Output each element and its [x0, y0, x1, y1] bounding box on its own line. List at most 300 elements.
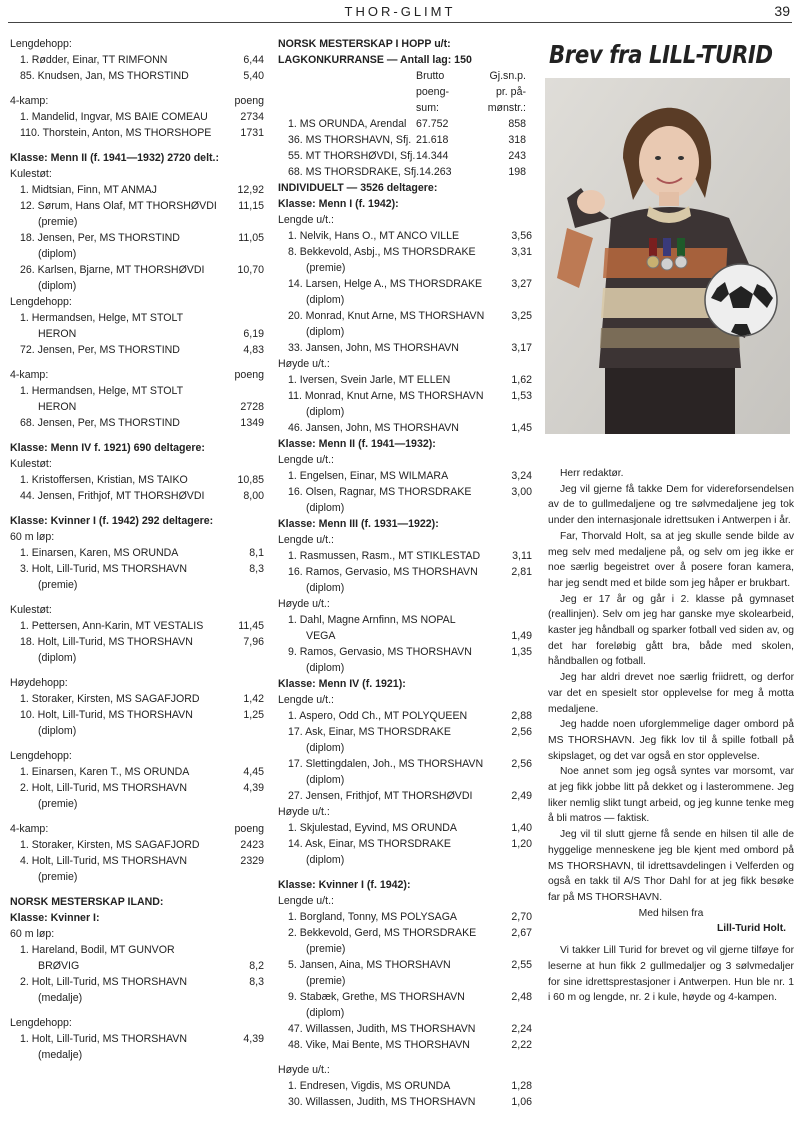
- result-text: 1. Rasmussen, Rasm., MT STIKLESTAD: [288, 550, 481, 562]
- result-value: 3,00: [508, 484, 532, 500]
- result-text: 110. Thorstein, Anton, MS THORSHOPE: [20, 127, 212, 139]
- result-line: [10, 278, 264, 294]
- result-text: 9. Ramos, Gervasio, MS THORSHAVN: [288, 646, 472, 658]
- result-line: [278, 500, 532, 516]
- result-text: 9. Stabæk, Grethe, MS THORSHAVN: [288, 991, 465, 1003]
- event-label: [10, 367, 264, 383]
- result-text: 5. Jansen, Aina, MS THORSHAVN: [288, 959, 451, 971]
- result-value: 1,42: [240, 691, 264, 707]
- result-text: 14. Larsen, Helge A., MS THORSDRAKE: [288, 278, 483, 290]
- col-header: Gj.sn.p.: [489, 70, 526, 82]
- result-text: (diplom): [306, 502, 345, 514]
- section-heading: [278, 180, 532, 196]
- result-text: Lengde u/t.:: [278, 895, 334, 907]
- section-heading: [10, 513, 264, 529]
- result-text: 1. Dahl, Magne Arnfinn, MS NOPAL: [288, 614, 456, 626]
- event-label: [10, 926, 264, 942]
- result-text: (diplom): [306, 294, 345, 306]
- result-text: 1. Hermandsen, Helge, MT STOLT: [20, 385, 184, 397]
- result-line: [278, 957, 532, 973]
- result-text: 14. Ask, Einar, MS THORSDRAKE: [288, 838, 451, 850]
- spacer: [10, 812, 264, 821]
- spacer: [10, 141, 264, 150]
- event-label: [278, 452, 532, 468]
- result-value: 2,48: [508, 989, 532, 1005]
- result-line: [10, 125, 264, 141]
- gross-points: 21.618: [416, 134, 449, 146]
- result-line: [10, 310, 264, 326]
- result-text: 4-kamp:: [10, 823, 49, 835]
- spacer: [10, 504, 264, 513]
- result-text: Klasse: Menn I (f. 1942):: [278, 198, 399, 210]
- result-text: VEGA: [306, 630, 336, 642]
- result-text: 2. Holt, Lill-Turid, MS THORSHAVN: [20, 782, 187, 794]
- result-text: 4-kamp:: [10, 95, 49, 107]
- col-header: mønstr.:: [487, 102, 526, 114]
- result-value: 3,25: [508, 308, 532, 324]
- result-line: [278, 989, 532, 1005]
- col-header: Brutto: [416, 70, 445, 82]
- result-value: 8,1: [246, 545, 264, 561]
- result-line: [278, 1005, 532, 1021]
- result-text: 1. Hermandsen, Helge, MT STOLT: [20, 312, 184, 324]
- result-line: [278, 468, 532, 484]
- event-label: [278, 532, 532, 548]
- result-text: Lengde u/t.:: [278, 454, 334, 466]
- result-text: 33. Jansen, John, MS THORSHAVN: [288, 342, 459, 354]
- result-text: 1. Borgland, Tonny, MS POLYSAGA: [288, 911, 457, 923]
- result-line: [278, 404, 532, 420]
- result-line: [278, 788, 532, 804]
- result-value: 2728: [237, 399, 264, 415]
- medals: [647, 238, 687, 270]
- result-line: [278, 1094, 532, 1110]
- result-value: 11,15: [235, 198, 264, 214]
- event-label: [278, 356, 532, 372]
- result-value: 2,55: [508, 957, 532, 973]
- event-label: [10, 675, 264, 691]
- result-text: 2. Bekkevold, Gerd, MS THORSDRAKE: [288, 927, 477, 939]
- result-text: Lengde u/t.:: [278, 694, 334, 706]
- result-line: [10, 974, 264, 990]
- result-line: [278, 324, 532, 340]
- result-text: (diplom): [306, 854, 345, 866]
- result-line: [278, 941, 532, 957]
- results-column-left: [10, 36, 264, 1063]
- event-label: [10, 529, 264, 545]
- result-text: (premie): [38, 216, 78, 228]
- result-line: [278, 244, 532, 260]
- spacer: [10, 666, 264, 675]
- result-text: 12. Sørum, Hans Olaf, MT THORSHØVDI: [20, 200, 217, 212]
- result-text: 72. Jensen, Per, MS THORSTIND: [20, 344, 180, 356]
- result-line: [278, 228, 532, 244]
- result-text: Høyde u/t.:: [278, 358, 330, 370]
- result-line: [278, 292, 532, 308]
- event-label: [278, 212, 532, 228]
- result-text: Klasse: Menn II (f. 1941—1932):: [278, 438, 436, 450]
- result-value: 1,06: [508, 1094, 532, 1110]
- result-value: 11,05: [235, 230, 264, 246]
- result-line: [278, 740, 532, 756]
- result-line: [10, 214, 264, 230]
- event-label: [278, 596, 532, 612]
- result-text: 1. Aspero, Odd Ch., MT POLYQUEEN: [288, 710, 468, 722]
- result-line: [10, 68, 264, 84]
- result-value: 1349: [237, 415, 264, 431]
- result-text: (premie): [38, 871, 78, 883]
- result-value: 6,19: [240, 326, 264, 342]
- result-text: 20. Monrad, Knut Arne, MS THORSHAVN: [288, 310, 485, 322]
- result-text: (medalje): [38, 1049, 83, 1061]
- result-value: poeng: [232, 367, 264, 383]
- spacer: [10, 593, 264, 602]
- result-text: (diplom): [306, 582, 345, 594]
- result-value: 3,27: [508, 276, 532, 292]
- result-text: Klasse: Menn II (f. 1941—1932) 2720 delt.:: [10, 152, 220, 164]
- team-column-headers: [278, 100, 532, 116]
- result-value: 12,92: [234, 182, 264, 198]
- result-line: [278, 484, 532, 500]
- result-text: 8. Bekkevold, Asbj., MS THORSDRAKE: [288, 246, 476, 258]
- result-value: 1,25: [240, 707, 264, 723]
- result-text: (medalje): [38, 992, 83, 1004]
- result-value: 3,56: [508, 228, 532, 244]
- section-heading: [278, 436, 532, 452]
- result-text: 1. Einarsen, Karen, MS ORUNDA: [20, 547, 179, 559]
- result-line: [10, 246, 264, 262]
- result-line: [10, 230, 264, 246]
- result-value: 2423: [237, 837, 264, 853]
- gross-points: 14.344: [416, 150, 449, 162]
- result-line: [278, 580, 532, 596]
- result-text: 17. Ask, Einar, MS THORSDRAKE: [288, 726, 451, 738]
- result-value: 6,44: [240, 52, 264, 68]
- result-text: (diplom): [306, 662, 345, 674]
- result-text: (diplom): [38, 248, 77, 260]
- result-text: 4. Holt, Lill-Turid, MS THORSHAVN: [20, 855, 187, 867]
- result-text: (diplom): [38, 652, 77, 664]
- result-line: [278, 308, 532, 324]
- result-value: 8,00: [240, 488, 264, 504]
- result-value: poeng: [232, 93, 264, 109]
- col-header: poeng-: [416, 86, 449, 98]
- result-value: 2,49: [508, 788, 532, 804]
- result-text: Kulestøt:: [10, 458, 52, 470]
- result-value: 10,85: [234, 472, 264, 488]
- result-value: 4,39: [240, 1031, 264, 1047]
- result-line: [10, 837, 264, 853]
- section-heading: [278, 877, 532, 893]
- team-row: [278, 116, 532, 132]
- team-row: [278, 148, 532, 164]
- result-text: 1. Mandelid, Ingvar, MS BAIE COMEAU: [20, 111, 208, 123]
- team-row: [278, 164, 532, 180]
- result-line: [10, 109, 264, 125]
- letter-greeting: Herr redaktør.: [560, 468, 624, 479]
- result-line: [10, 262, 264, 278]
- result-text: (diplom): [306, 774, 345, 786]
- event-label: [10, 821, 264, 837]
- result-line: [10, 853, 264, 869]
- spacer: [10, 739, 264, 748]
- result-text: 11. Monrad, Knut Arne, MS THORSHAVN: [288, 390, 484, 402]
- result-line: [10, 650, 264, 666]
- result-text: 1. Einarsen, Karen T., MS ORUNDA: [20, 766, 190, 778]
- page-number: 39: [774, 3, 790, 19]
- result-text: Klasse: Kvinner I:: [10, 912, 100, 924]
- result-text: Klasse: Kvinner I (f. 1942):: [278, 879, 411, 891]
- result-text: 60 m løp:: [10, 928, 55, 940]
- result-line: [10, 472, 264, 488]
- result-value: 2734: [237, 109, 264, 125]
- result-text: HERON: [38, 401, 77, 413]
- result-value: 3,24: [508, 468, 532, 484]
- section-heading: [10, 150, 264, 166]
- result-line: [278, 612, 532, 628]
- result-text: 1. Midtsian, Finn, MT ANMAJ: [20, 184, 157, 196]
- result-text: 4-kamp:: [10, 369, 49, 381]
- result-value: 2,56: [508, 756, 532, 772]
- result-text: NORSK MESTERSKAP ILAND:: [10, 896, 164, 908]
- result-line: [10, 561, 264, 577]
- header-rule: [8, 22, 792, 23]
- result-line: [278, 708, 532, 724]
- result-text: 1. Storaker, Kirsten, MS SAGAFJORD: [20, 693, 200, 705]
- result-value: 1,35: [508, 644, 532, 660]
- result-line: [278, 276, 532, 292]
- result-value: 2,22: [508, 1037, 532, 1053]
- result-value: 8,3: [246, 974, 264, 990]
- result-text: 1. Holt, Lill-Turid, MS THORSHAVN: [20, 1033, 187, 1045]
- result-line: [278, 372, 532, 388]
- team-name: 68. MS THORSDRAKE, Sfj.: [288, 166, 420, 178]
- result-text: 2. Holt, Lill-Turid, MS THORSHAVN: [20, 976, 187, 988]
- result-text: 26. Karlsen, Bjarne, MT THORSHØVDI: [20, 264, 205, 276]
- result-line: [278, 772, 532, 788]
- result-text: (diplom): [306, 406, 345, 418]
- result-text: 10. Holt, Lill-Turid, MS THORSHAVN: [20, 709, 193, 721]
- result-value: 2,88: [508, 708, 532, 724]
- result-line: [278, 628, 532, 644]
- result-text: 27. Jensen, Frithjof, MT THORSHØVDI: [288, 790, 473, 802]
- result-text: Lengdehopp:: [10, 1017, 72, 1029]
- result-text: Klasse: Kvinner I (f. 1942) 292 deltagere:: [10, 515, 214, 527]
- result-text: 1. Skjulestad, Eyvind, MS ORUNDA: [288, 822, 457, 834]
- letter-paragraph: Far, Thorvald Holt, sa at jeg skulle sende bilde av meg selv med medaljene på, og selv om jeg ikke er noe særlig begeistret over å posere foran kamera, har jeg sendt med et bilde som jeg håper er brukbart.: [548, 530, 794, 589]
- result-line: [10, 577, 264, 593]
- event-label: [278, 893, 532, 909]
- result-line: [278, 260, 532, 276]
- article-title: Brev fra LILL-TURID: [549, 40, 773, 69]
- event-label: [10, 748, 264, 764]
- result-line: [10, 869, 264, 885]
- result-text: (diplom): [306, 1007, 345, 1019]
- result-text: (diplom): [38, 725, 77, 737]
- result-line: [10, 545, 264, 561]
- result-value: 3,31: [508, 244, 532, 260]
- result-line: [10, 634, 264, 650]
- result-text: 48. Vike, Mai Bente, MS THORSHAVN: [288, 1039, 470, 1051]
- result-line: [278, 1078, 532, 1094]
- section-heading: [278, 516, 532, 532]
- result-value: 2,67: [508, 925, 532, 941]
- team-row: [278, 132, 532, 148]
- result-text: Høyde u/t.:: [278, 1064, 330, 1076]
- result-text: HERON: [38, 328, 77, 340]
- letter-paragraph: Noe annet som jeg også syntes var morsomt, var at jeg fikk jobbe litt på dekket og i lasterommene. Jeg liker nemlig slikt tungt arbeid, og jeg kunne tenke meg å bli matros — faktisk.: [548, 766, 794, 825]
- result-line: [10, 990, 264, 1006]
- result-text: 30. Willassen, Judith, MS THORSHAVN: [288, 1096, 476, 1108]
- result-line: [10, 383, 264, 399]
- result-line: [10, 618, 264, 634]
- page-header: [0, 0, 800, 24]
- result-line: [10, 796, 264, 812]
- result-line: [278, 1021, 532, 1037]
- result-text: (diplom): [306, 742, 345, 754]
- event-label: [10, 294, 264, 310]
- event-label: [10, 93, 264, 109]
- result-value: 2,70: [508, 909, 532, 925]
- event-label: [278, 1062, 532, 1078]
- result-line: [10, 764, 264, 780]
- result-line: [278, 852, 532, 868]
- result-text: 85. Knudsen, Jan, MS THORSTIND: [20, 70, 189, 82]
- result-text: Kulestøt:: [10, 604, 52, 616]
- team-column-headers: [278, 68, 532, 84]
- result-text: Lengde u/t.:: [278, 214, 334, 226]
- person-with-medals-photo: [545, 78, 790, 434]
- result-text: Lengdehopp:: [10, 296, 72, 308]
- soccer-ball-icon: [705, 264, 777, 336]
- result-text: 1. Nelvik, Hans O., MT ANCO VILLE: [288, 230, 460, 242]
- team-name: 36. MS THORSHAVN, Sfj.: [288, 134, 412, 146]
- result-value: 4,39: [240, 780, 264, 796]
- col-header: sum:: [416, 102, 439, 114]
- result-text: 1. Storaker, Kirsten, MS SAGAFJORD: [20, 839, 200, 851]
- result-text: BRØVIG: [38, 960, 80, 972]
- result-text: 18. Holt, Lill-Turid, MS THORSHAVN: [20, 636, 193, 648]
- letter-paragraph: Jeg vil til slutt gjerne få sende en hilsen til alle de hyggelige menneskene jeg ble kjent med ombord på MS THORSHAVN, til idrettsavdelingen i Velferden og også en takk til A/S Thor Dahl for at jeg fikk besøke far på MS THORSHAVN.: [548, 829, 794, 903]
- spacer: [10, 431, 264, 440]
- gross-points: 67.752: [416, 118, 449, 130]
- result-line: [10, 707, 264, 723]
- result-text: (premie): [306, 262, 346, 274]
- result-value: 4,83: [240, 342, 264, 358]
- result-line: [10, 488, 264, 504]
- spacer: [10, 885, 264, 894]
- result-text: 1. Pettersen, Ann-Karin, MT VESTALIS: [20, 620, 204, 632]
- result-line: [278, 973, 532, 989]
- result-value: 8,2: [246, 958, 264, 974]
- result-text: 18. Jensen, Per, MS THORSTIND: [20, 232, 180, 244]
- spacer: [10, 1006, 264, 1015]
- result-line: [10, 942, 264, 958]
- result-value: 10,70: [234, 262, 264, 278]
- result-text: Lengdehopp:: [10, 38, 72, 50]
- result-value: poeng: [232, 821, 264, 837]
- result-line: [278, 548, 532, 564]
- average-points: 318: [508, 134, 526, 146]
- result-line: [10, 958, 264, 974]
- result-text: (premie): [306, 975, 346, 987]
- letter-signature: Lill-Turid Holt.: [716, 923, 786, 935]
- letter-closing: Med hilsen fra: [638, 907, 704, 919]
- result-line: [278, 388, 532, 404]
- event-label: [278, 804, 532, 820]
- editor-postscript: Vi takker Lill Turid for brevet og vil gjerne tilføye for leserne at hun fikk 2 gullmedaljer og 3 sølvmedaljer for sine idrettsprestasjoner i Antwerpen. Hun ble nr. 1 i 60 m og lengde, nr. 2 i kule, høyde og 4-kampen.: [548, 945, 794, 1004]
- result-text: Klasse: Menn IV f. 1921) 690 deltagere:: [10, 442, 205, 454]
- event-label: [10, 456, 264, 472]
- individual-results: [278, 180, 532, 1110]
- result-line: [278, 909, 532, 925]
- col-header: pr. på-: [495, 86, 526, 98]
- result-value: 1,40: [508, 820, 532, 836]
- result-text: Kulestøt:: [10, 168, 52, 180]
- result-line: [278, 836, 532, 852]
- result-value: 1,20: [508, 836, 532, 852]
- result-text: Lengde u/t.:: [278, 534, 334, 546]
- result-text: Høydehopp:: [10, 677, 68, 689]
- result-value: 11,45: [235, 618, 264, 634]
- photo-illustration: [545, 78, 790, 434]
- result-text: 16. Olsen, Ragnar, MS THORSDRAKE: [288, 486, 472, 498]
- result-value: 8,3: [246, 561, 264, 577]
- result-value: 2,24: [508, 1021, 532, 1037]
- result-text: 68. Jensen, Per, MS THORSTIND: [20, 417, 180, 429]
- result-value: 4,45: [240, 764, 264, 780]
- event-label: [10, 602, 264, 618]
- result-line: [10, 780, 264, 796]
- event-label: [10, 36, 264, 52]
- result-line: [10, 342, 264, 358]
- letter-paragraph: Jeg vil gjerne få takke Dem for videreforsendelsen av de to gullmedaljene og tre sølvmedaljene jeg tok under den internasjonale idrettsuken i Antwerpen i år.: [548, 483, 794, 527]
- result-text: (premie): [38, 579, 78, 591]
- section-heading: [278, 676, 532, 692]
- result-line: [278, 420, 532, 436]
- result-line: [10, 691, 264, 707]
- result-text: 1. Hareland, Bodil, MT GUNVOR: [20, 944, 175, 956]
- result-text: Klasse: Menn III (f. 1931—1922):: [278, 518, 439, 530]
- result-text: Høyde u/t.:: [278, 806, 330, 818]
- result-line: [278, 756, 532, 772]
- result-line: [10, 399, 264, 415]
- average-points: 858: [508, 118, 526, 130]
- result-text: 16. Ramos, Gervasio, MS THORSHAVN: [288, 566, 478, 578]
- result-text: (diplom): [38, 280, 77, 292]
- result-text: INDIVIDUELT — 3526 deltagere:: [278, 182, 438, 194]
- result-value: 1731: [237, 125, 264, 141]
- team-results-table: [278, 116, 532, 180]
- event-label: [278, 692, 532, 708]
- result-value: 2,56: [508, 724, 532, 740]
- result-text: 47. Willassen, Judith, MS THORSHAVN: [288, 1023, 476, 1035]
- average-points: 243: [508, 150, 526, 162]
- letter-paragraph: Jeg er 17 år og går i 2. klasse på gymnaset (reallinjen). Selv om jeg har ganske mye skolearbeid, kaster jeg håndball og sparker fotball ved siden av, og det har foreløbig gått bra, både med skolen, håndballen og fotball.: [548, 593, 794, 668]
- result-line: [10, 326, 264, 342]
- result-line: [278, 340, 532, 356]
- result-line: [278, 564, 532, 580]
- result-value: 1,62: [508, 372, 532, 388]
- gross-points: 14.263: [419, 166, 452, 178]
- section-heading: NORSK MESTERSKAP I HOPP u/t:: [278, 38, 451, 50]
- event-label: [10, 166, 264, 182]
- result-value: 2,81: [508, 564, 532, 580]
- result-line: [278, 1037, 532, 1053]
- letter-paragraph: Jeg hadde noen uforglemmelige dager ombord på MS THORSHAVN. Jeg fikk lov til å spille fotball på skipslaget, og det var også en stor opplevelse.: [548, 719, 794, 762]
- section-heading: [10, 894, 264, 910]
- result-text: (premie): [306, 943, 346, 955]
